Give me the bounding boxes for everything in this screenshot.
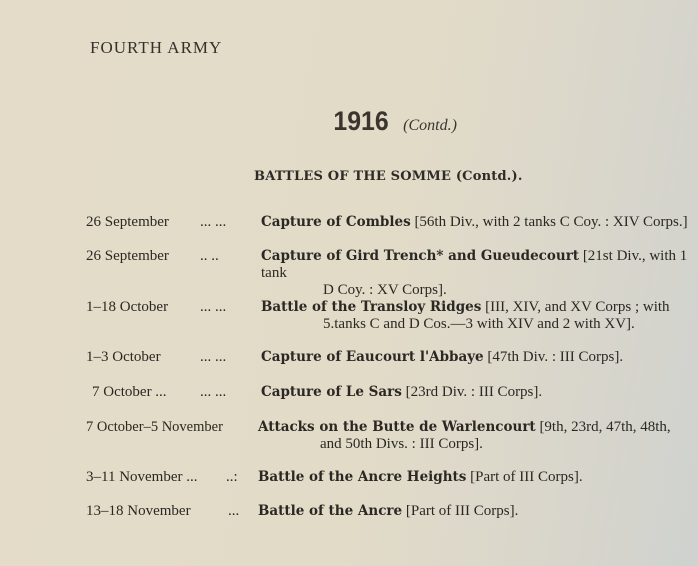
entry-title: Capture of Eaucourt l'Abbaye: [261, 349, 484, 365]
entry-title: Attacks on the Butte de Warlencourt: [258, 419, 536, 435]
entry-leader-dots: ... ...: [200, 349, 227, 365]
entry-detail: [56th Div., with 2 tanks C Coy. : XIV Corps.]: [410, 214, 688, 230]
entry-text: [258, 469, 698, 486]
entry-detail: [23rd Div. : III Corps].: [401, 384, 543, 400]
entry-text: [258, 503, 698, 520]
year-contd: (Contd.): [403, 117, 457, 134]
entry-date: 13–18 November: [86, 503, 191, 519]
army-heading: FOURTH ARMY: [90, 38, 223, 57]
entry-date: 26 September: [86, 248, 169, 264]
section-heading: [254, 169, 523, 184]
entry-leader-dots: .. ..: [200, 248, 219, 264]
entry-date: 1–3 October: [86, 349, 161, 365]
entry-leader-dots: ... ...: [200, 384, 227, 400]
entry-detail: [Part of III Corps].: [466, 469, 583, 485]
entry-text: [261, 248, 698, 299]
entry-text: [261, 214, 698, 231]
entry-text: [261, 299, 698, 333]
entry-leader-dots: ..:: [226, 469, 238, 485]
entry-leader-dots: ... ...: [200, 214, 227, 230]
entry-detail: [9th, 23rd, 47th, 48th,: [535, 419, 671, 435]
entry-date: 7 October–5 November: [86, 419, 223, 435]
year: 1916: [333, 106, 389, 136]
section-contd: (Contd.).: [455, 169, 523, 184]
section-title: BATTLES OF THE SOMME: [254, 169, 452, 184]
entry-title: Battle of the Transloy Ridges: [261, 299, 482, 315]
entry-title: Capture of Gird Trench* and Gueudecourt: [261, 248, 580, 264]
entry-detail: [21st Div., with 1 tank: [261, 248, 688, 281]
entry-title: Battle of the Ancre Heights: [258, 469, 467, 485]
entry-title: Capture of Le Sars: [261, 384, 402, 400]
entry-leader-dots: ... ...: [200, 299, 227, 315]
year-heading: [0, 106, 698, 137]
entry-date: 26 September: [86, 214, 169, 230]
entry-detail: [Part of III Corps].: [402, 503, 519, 519]
entry-leader-dots: ...: [228, 503, 240, 519]
entry-text: [261, 349, 698, 366]
entry-text: [261, 384, 698, 401]
entry-text: [258, 419, 698, 453]
entry-date: 3–11 November ...: [86, 469, 198, 485]
entry-date: 1–18 October: [86, 299, 169, 315]
entry-detail-continued: and 50th Divs. : III Corps].: [320, 436, 483, 452]
entry-detail: [III, XIV, and XV Corps ; with: [481, 299, 670, 315]
entry-date: 7 October ...: [92, 384, 167, 400]
entry-detail: [47th Div. : III Corps].: [483, 349, 624, 365]
entry-title: Capture of Combles: [261, 214, 411, 230]
entry-detail-continued: D Coy. : XV Corps].: [323, 282, 447, 298]
entry-title: Battle of the Ancre: [258, 503, 403, 519]
entry-detail-continued: 5.tanks C and D Cos.—3 with XIV and 2 with XV].: [323, 316, 635, 332]
